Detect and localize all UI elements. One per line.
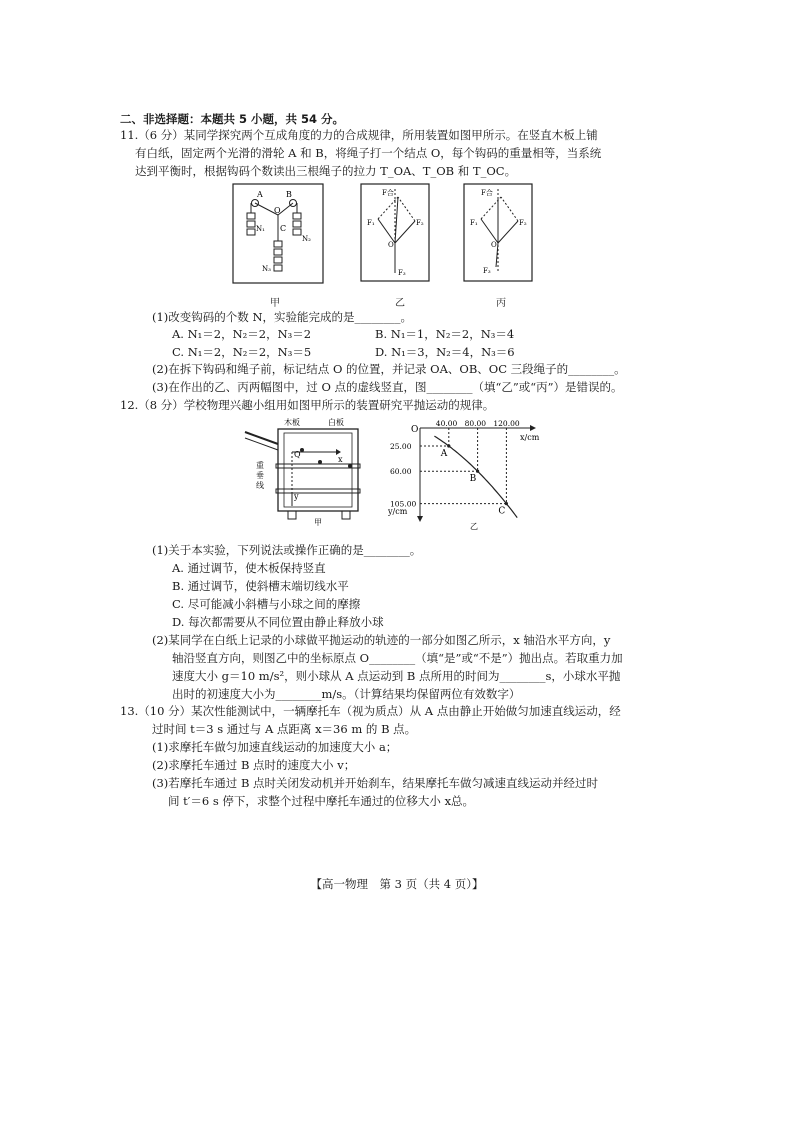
q13-line-4: (2)求摩托车通过 B 点时的速度大小 v； bbox=[152, 758, 356, 772]
q12-sub2-line-4: 出时的初速度大小为________m/s。（计算结果均保留两位有效数字） bbox=[172, 687, 521, 701]
x-tick-label-2: 120.00 bbox=[493, 419, 520, 428]
q11-caption-yi: 乙 bbox=[395, 298, 405, 309]
q13-line-3: (1)求摩托车做匀加速直线运动的加速度大小 a； bbox=[152, 740, 398, 754]
q11-figure-yi bbox=[360, 183, 430, 283]
point-label-a: A bbox=[440, 449, 448, 459]
q13-line-6: 间 t′＝6 s 停下，求整个过程中摩托车通过的位移大小 x总。 bbox=[168, 794, 475, 808]
q12-option-b: B. 通过调节，使斜槽末端切线水平 bbox=[172, 579, 349, 593]
q11-line-3: 达到平衡时，根据钩码个数读出三根绳子的拉力 T_OA、T_OB 和 T_OC。 bbox=[135, 164, 517, 178]
q13-line-5: (3)若摩托车通过 B 点时关闭发动机并开始刹车，结果摩托车做匀减速直线运动并经过时 bbox=[152, 776, 599, 790]
q13-line-2: 过时间 t＝3 s 通过与 A 点距离 x＝36 m 的 B 点。 bbox=[152, 722, 417, 736]
q11-figure-jia bbox=[232, 183, 324, 295]
yi-label-o: O bbox=[388, 241, 394, 249]
q11-sub2: (2)在拆下钩码和绳子前，标记结点 O 的位置，并记录 OA、OB、OC 三段绳子的________。 bbox=[152, 362, 626, 376]
point-label-c: C bbox=[498, 506, 506, 517]
page-footer: 【高一物理 第 3 页（共 4 页）】 bbox=[310, 877, 484, 891]
q11-figure-bing bbox=[463, 183, 533, 283]
q12-sub2-line-3: 速度大小 g＝10 m/s²，则小球从 A 点运动到 B 点所用的时间为________s，小球水平抛 bbox=[172, 669, 621, 683]
apparatus-label-y: y bbox=[294, 492, 299, 501]
yi-label-f2: F₂ bbox=[416, 219, 424, 227]
y-tick-label-2: 105.00 bbox=[390, 499, 417, 509]
chart-origin-label: O bbox=[411, 425, 419, 435]
q12-figure-jia bbox=[240, 414, 370, 526]
x-tick-label-0: 40.00 bbox=[435, 419, 458, 428]
yi-label-f1: F₁ bbox=[367, 219, 375, 227]
point-label-b: B bbox=[469, 474, 477, 485]
q12-option-d: D. 每次都需要从不同位置由静止释放小球 bbox=[172, 615, 384, 629]
chart-x-arrow bbox=[530, 425, 536, 431]
data-point-a bbox=[447, 444, 450, 447]
q12-line-1: 12.（8 分）学校物理兴趣小组用如图甲所示的装置研究平抛运动的规律。 bbox=[120, 398, 495, 412]
chart-y-arrow bbox=[417, 516, 423, 522]
apparatus-label-xian: 线 bbox=[256, 481, 264, 490]
jia-label-b: B bbox=[286, 190, 292, 199]
section-title: 二、非选择题：本题共 5 小题，共 54 分。 bbox=[120, 112, 345, 126]
apparatus-label-zhong: 重 bbox=[256, 461, 264, 470]
q11-caption-bing: 丙 bbox=[496, 298, 506, 309]
bing-label-f3: F₃ bbox=[483, 267, 491, 275]
q12-sub1: (1)关于本实验，下列说法或操作正确的是________。 bbox=[152, 543, 422, 557]
data-point-c bbox=[505, 502, 508, 505]
y-tick-label-1: 60.00 bbox=[390, 467, 412, 477]
q12-sub2-line-1: (2)某同学在白纸上记录的小球做平抛运动的轨迹的一部分如图乙所示，x 轴沿水平方向，y bbox=[152, 633, 611, 647]
jia-label-n3: N₃ bbox=[262, 265, 271, 273]
q11-option-c: C. N₁＝2，N₂＝2，N₃＝5 bbox=[172, 345, 312, 359]
jia-label-a: A bbox=[257, 190, 263, 199]
bing-label-f2: F₂ bbox=[519, 219, 527, 227]
q13-line-1: 13.（10 分）某次性能测试中，一辆摩托车（视为质点）从 A 点由静止开始做匀加速直线运动，经 bbox=[120, 704, 621, 718]
data-point-b bbox=[476, 470, 479, 473]
yi-label-f3: F₃ bbox=[398, 269, 406, 277]
q11-line-1: 11.（6 分）某同学探究两个互成角度的力的合成规律，所用装置如图甲所示。在竖直木板上铺 bbox=[120, 128, 598, 142]
q11-sub1: (1)改变钩码的个数 N，实验能完成的是________。 bbox=[152, 310, 413, 324]
apparatus-label-baiban: 白板 bbox=[328, 418, 344, 427]
q11-option-b: B. N₁＝1，N₂＝2，N₃＝4 bbox=[375, 327, 515, 341]
q11-option-a: A. N₁＝2，N₂＝2，N₃＝2 bbox=[172, 327, 312, 341]
yi-label-fhe: F合 bbox=[382, 189, 394, 197]
apparatus-label-x: x bbox=[338, 455, 343, 464]
bing-label-fhe: F合 bbox=[481, 189, 493, 197]
apparatus-label-muban: 木板 bbox=[284, 418, 300, 427]
bing-label-f1: F₁ bbox=[470, 219, 478, 227]
x-tick-label-1: 80.00 bbox=[464, 419, 487, 428]
jia-label-c: C bbox=[280, 224, 287, 233]
chart-y-axis-label: y/cm bbox=[388, 507, 408, 516]
bing-label-o: O bbox=[491, 241, 497, 249]
apparatus-label-chui: 垂 bbox=[256, 471, 264, 480]
apparatus-label-q: Q bbox=[294, 450, 301, 459]
q12-option-a: A. 通过调节，使木板保持竖直 bbox=[172, 561, 326, 575]
apparatus-caption: 甲 bbox=[314, 518, 322, 526]
q12-sub2-line-2: 轴沿竖直方向，则图乙中的坐标原点 O________（填“是”或“不是”）抛出点。若取重力加 bbox=[172, 651, 623, 665]
jia-label-n2: N₂ bbox=[302, 235, 311, 243]
jia-label-o: O bbox=[274, 206, 281, 215]
y-tick-label-0: 25.00 bbox=[390, 442, 412, 451]
q11-line-2: 有白纸，固定两个光滑的滑轮 A 和 B，将绳子打一个结点 O，每个钩码的重量相等，当系统 bbox=[135, 146, 602, 160]
q11-caption-jia: 甲 bbox=[270, 298, 280, 309]
chart-caption: 乙 bbox=[470, 522, 478, 530]
chart-x-axis-label: x/cm bbox=[520, 433, 540, 442]
q11-sub3: (3)在作出的乙、丙两幅图中，过 O 点的虚线竖直，图________（填“乙”或“丙”）是错误的。 bbox=[152, 380, 623, 394]
jia-label-n1: N₁ bbox=[256, 225, 265, 233]
q12-trajectory-chart bbox=[380, 418, 560, 530]
q12-option-c: C. 尽可能减小斜槽与小球之间的摩擦 bbox=[172, 597, 361, 611]
q11-option-d: D. N₁＝3，N₂＝4，N₃＝6 bbox=[375, 345, 515, 359]
